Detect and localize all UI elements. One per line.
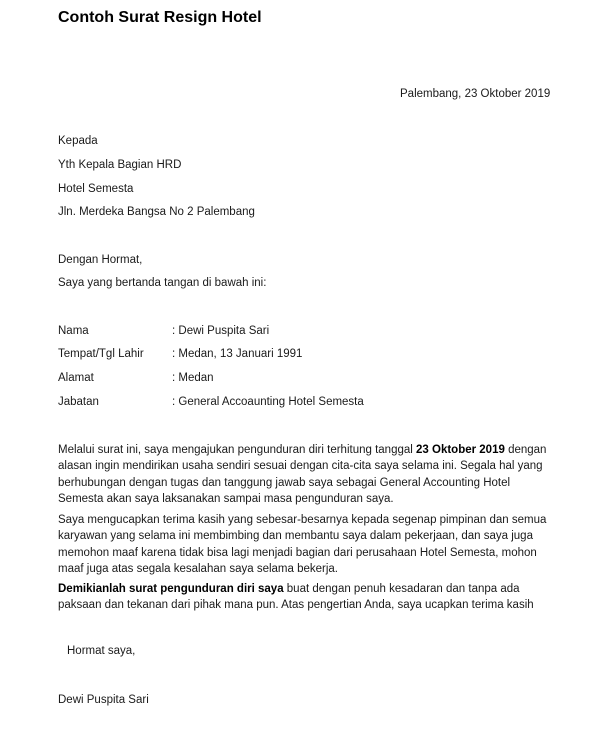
paragraph-thanks: Saya mengucapkan terima kasih yang sebesar-besarnya kepada segenap pimpinan dan semua karyawan yang selama ini membimbing dan membantu saya dalam pekerjaan, dan saya juga memohon maaf karena tidak bisa lagi menjadi bagian dari perusahaan Hotel Semesta, mohon maaf juga atas segala kesalahan saya selama bekerja. xyxy=(58,514,547,575)
document-title: Contoh Surat Resign Hotel xyxy=(58,9,262,26)
paragraph-1-after: dengan alasan ingin mendirikan usaha sendiri sesuai dengan cita-cita saya selama ini. Segala hal yang berhubungan dengan tugas dan tanggung jawab saya sebagai General Accounting Hotel Semesta akan saya laksanakan sampai masa pengunduran saya. xyxy=(58,444,547,505)
intro-text: Saya yang bertanda tangan di bawah ini: xyxy=(58,277,267,289)
paragraph-1-date: 23 Oktober 2019 xyxy=(416,444,505,456)
address-label: Alamat xyxy=(58,372,94,384)
recipient-to: Kepada xyxy=(58,135,98,147)
address-value: : Medan xyxy=(172,372,214,384)
recipient-line-1: Yth Kepala Bagian HRD xyxy=(58,159,182,171)
paragraph-resignation xyxy=(58,442,548,507)
paragraph-closing-statement xyxy=(58,581,548,614)
name-value: : Dewi Puspita Sari xyxy=(172,325,270,337)
recipient-line-2: Hotel Semesta xyxy=(58,183,134,195)
greeting: Dengan Hormat, xyxy=(58,254,143,266)
birth-value: : Medan, 13 Januari 1991 xyxy=(172,348,303,360)
paragraph-3-bold: Demikianlah surat pengunduran diri saya xyxy=(58,583,284,595)
name-label: Nama xyxy=(58,325,89,337)
closing-salutation: Hormat saya, xyxy=(67,645,136,657)
signature-name: Dewi Puspita Sari xyxy=(58,694,149,706)
paragraph-1-before: Melalui surat ini, saya mengajukan pengunduran diri terhitung tanggal xyxy=(58,444,417,456)
paragraph-3-rest: buat dengan penuh kesadaran dan tanpa ada paksaan dan tekanan dari pihak mana pun. Atas pengertian Anda, saya ucapkan terima kasih xyxy=(58,583,534,612)
letter-date: Palembang, 23 Oktober 2019 xyxy=(400,88,551,100)
position-value: : General Accoaunting Hotel Semesta xyxy=(172,396,364,408)
recipient-line-3: Jln. Merdeka Bangsa No 2 Palembang xyxy=(58,206,255,218)
position-label: Jabatan xyxy=(58,396,99,408)
birth-label: Tempat/Tgl Lahir xyxy=(58,348,144,360)
